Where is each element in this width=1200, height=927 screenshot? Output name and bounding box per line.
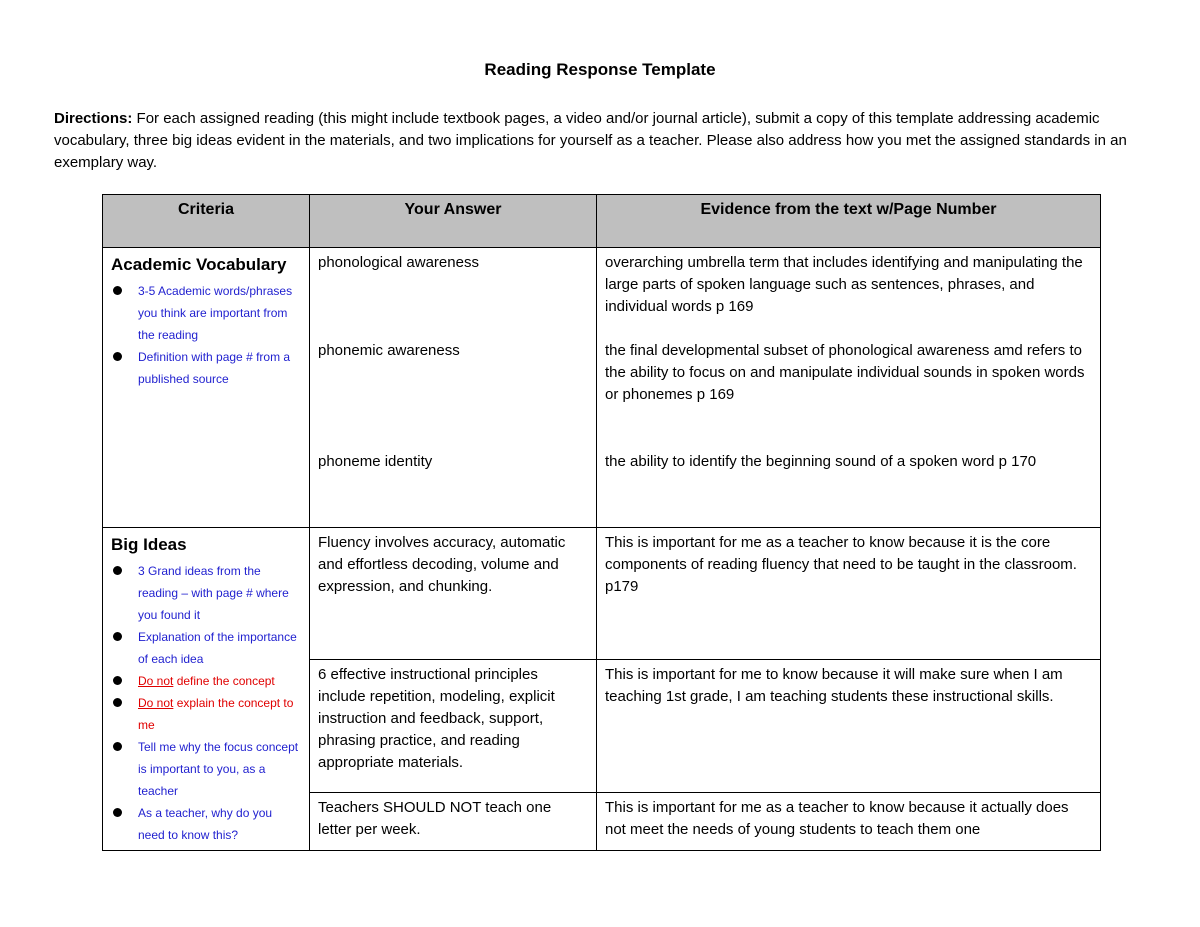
vocab-evidence-cell <box>597 248 1101 528</box>
vocab-criteria-cell <box>103 248 310 528</box>
big-ideas-title: Big Ideas <box>111 535 187 554</box>
vocab-answer-1: phonological awareness <box>318 254 479 271</box>
header-evidence: Evidence from the text w/Page Number <box>597 195 1101 248</box>
vocab-answer-3: phoneme identity <box>318 453 433 470</box>
document-title: Reading Response Template <box>484 60 716 79</box>
big-ideas-bullets <box>111 560 301 846</box>
vocab-answer-2: phonemic awareness <box>318 342 460 359</box>
big-ideas-answer-3: Teachers SHOULD NOT teach one letter per week. <box>310 792 597 850</box>
do-not-emphasis: Do not <box>138 696 174 710</box>
big-ideas-criteria-cell <box>103 528 310 851</box>
do-not-emphasis: Do not <box>138 674 174 688</box>
vocab-row <box>103 248 1101 528</box>
header-your-answer: Your Answer <box>310 195 597 248</box>
big-ideas-evidence-2: This is important for me to know because it will make sure when I am teaching 1st grade, I am teaching students these instructional skills. <box>597 660 1101 792</box>
list-item: 3 Grand ideas from the reading – with page # where you found it <box>111 560 301 626</box>
list-item <box>111 692 301 736</box>
bullet-rest: define the concept <box>173 674 275 688</box>
header-row <box>103 195 1101 248</box>
response-table <box>102 194 1101 851</box>
vocab-evidence-3: the ability to identify the beginning sound of a spoken word p 170 <box>605 453 1037 470</box>
list-item: As a teacher, why do you need to know this? <box>111 802 301 846</box>
vocab-title: Academic Vocabulary <box>111 255 287 274</box>
big-ideas-row-1 <box>103 528 1101 660</box>
vocab-evidence-1: overarching umbrella term that includes identifying and manipulating the large parts of spoken language such as sentences, phrases, and individual words p 169 <box>605 254 1083 315</box>
list-item: 3-5 Academic words/phrases you think are important from the reading <box>111 280 301 346</box>
big-ideas-answer-1: Fluency involves accuracy, automatic and effortless decoding, volume and expression, and chunking. <box>310 528 597 660</box>
vocab-evidence-2: the final developmental subset of phonological awareness amd refers to the ability to focus on and manipulate individual sounds in spoken words or phonemes p 169 <box>605 342 1085 403</box>
list-item <box>111 670 301 692</box>
vocab-bullets <box>111 280 301 390</box>
list-item: Explanation of the importance of each idea <box>111 626 301 670</box>
big-ideas-evidence-1: This is important for me as a teacher to know because it is the core components of reading fluency that need to be taught in the classroom. p179 <box>597 528 1101 660</box>
list-item: Definition with page # from a published source <box>111 346 301 390</box>
big-ideas-evidence-3: This is important for me as a teacher to know because it actually does not meet the needs of young students to teach them one <box>597 792 1101 850</box>
list-item: Tell me why the focus concept is important to you, as a teacher <box>111 736 301 802</box>
vocab-answer-cell <box>310 248 597 528</box>
directions-label: Directions: <box>54 110 133 127</box>
header-criteria: Criteria <box>103 195 310 248</box>
bullet-rest: explain the concept to me <box>138 696 294 732</box>
directions-paragraph <box>54 108 1144 174</box>
big-ideas-answer-2: 6 effective instructional principles include repetition, modeling, explicit instruction and feedback, support, phrasing practice, and reading appropriate materials. <box>310 660 597 792</box>
directions-text: For each assigned reading (this might include textbook pages, a video and/or journal article), submit a copy of this template addressing academic vocabulary, three big ideas evident in the materials, and two implications for yourself as a teacher. Please also address how you met the assigned standards in an exemplary way. <box>54 110 1127 171</box>
